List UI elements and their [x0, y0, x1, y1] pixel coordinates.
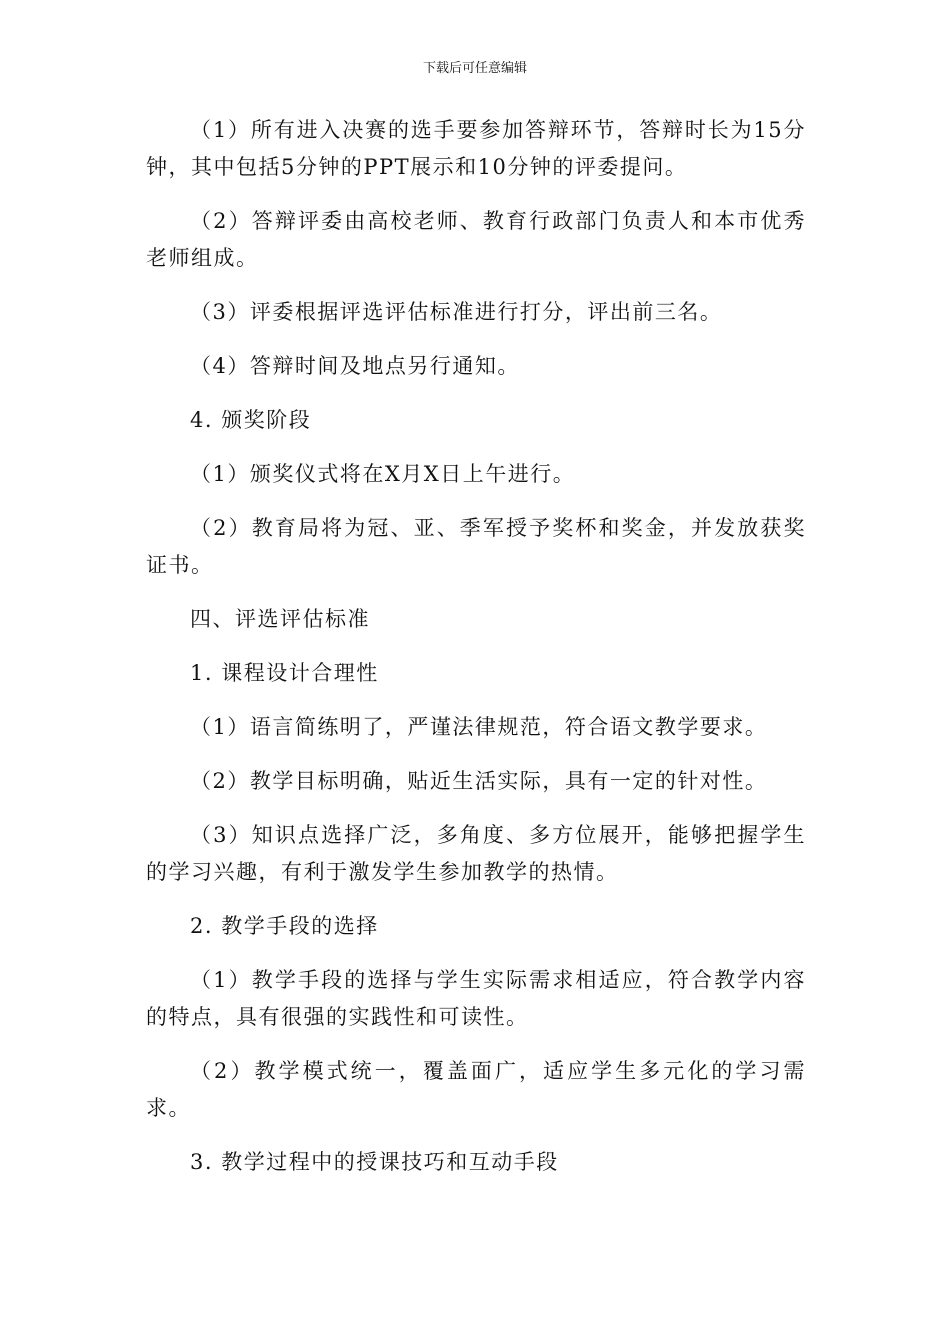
document-body	[146, 112, 806, 1198]
paragraph-award-2: （2）教育局将为冠、亚、季军授予奖杯和奖金，并发放获奖证书。	[146, 516, 806, 577]
section-heading-award: 4. 颁奖阶段	[190, 408, 312, 432]
page-header: 下载后可任意编辑	[422, 61, 527, 76]
paragraph-design-3: （3）知识点选择广泛，多角度、多方位展开，能够把握学生的学习兴趣，有利于激发学生参加教学的热情。	[146, 823, 806, 884]
paragraph-defense-1: （1）所有进入决赛的选手要参加答辩环节，答辩时长为15分钟，其中包括5分钟的PPT展示和10分钟的评委提问。	[146, 118, 806, 179]
paragraph-means-2: （2）教学模式统一，覆盖面广，适应学生多元化的学习需求。	[146, 1059, 806, 1120]
paragraph-defense-2: （2）答辩评委由高校老师、教育行政部门负责人和本市优秀老师组成。	[146, 209, 806, 270]
subheading-course-design: 1. 课程设计合理性	[190, 661, 379, 685]
paragraph-defense-4: （4）答辩时间及地点另行通知。	[190, 354, 520, 378]
subheading-teaching-process: 3. 教学过程中的授课技巧和互动手段	[190, 1150, 559, 1174]
subheading-teaching-means: 2. 教学手段的选择	[190, 914, 379, 938]
paragraph-design-2: （2）教学目标明确，贴近生活实际，具有一定的针对性。	[190, 769, 768, 793]
paragraph-award-1: （1）颁奖仪式将在X月X日上午进行。	[190, 462, 576, 486]
paragraph-means-1: （1）教学手段的选择与学生实际需求相适应，符合教学内容的特点，具有很强的实践性和可读性。	[146, 968, 806, 1029]
paragraph-design-1: （1）语言简练明了，严谨法律规范，符合语文教学要求。	[190, 715, 768, 739]
paragraph-defense-3: （3）评委根据评选评估标准进行打分，评出前三名。	[190, 300, 723, 324]
section-heading-criteria: 四、评选评估标准	[190, 607, 370, 631]
